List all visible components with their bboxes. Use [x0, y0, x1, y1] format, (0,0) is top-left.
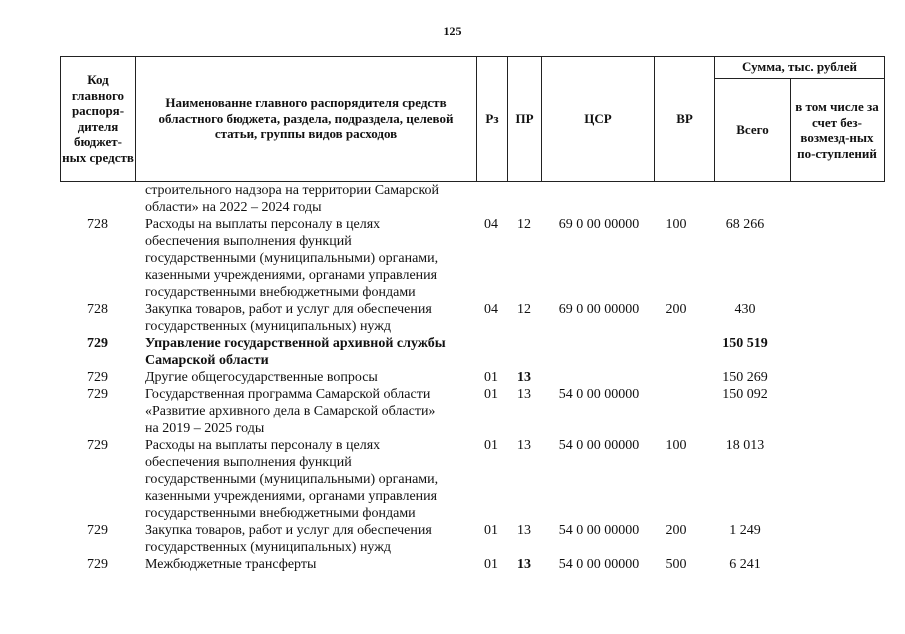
page-number: 125 — [443, 24, 462, 38]
table-header — [60, 56, 885, 182]
header-code: Код главного распоря-дителя бюджет-ных средств — [62, 72, 134, 165]
header-rz: Рз — [485, 110, 499, 126]
header-name: Наименованне главного распорядителя средств областного бюджета, раздела, подраздела, целевой статьи, группы видов расходов — [158, 95, 454, 142]
header-total: Всего — [736, 122, 769, 138]
header-pr: ПР — [515, 110, 534, 126]
header-csr: ЦСР — [584, 110, 612, 126]
header-vr: ВР — [676, 110, 693, 126]
header-sum: Сумма, тыс. рублей — [742, 59, 857, 75]
header-free: в том числе за счет без-возмезд-ных по-ступлений — [795, 99, 879, 161]
